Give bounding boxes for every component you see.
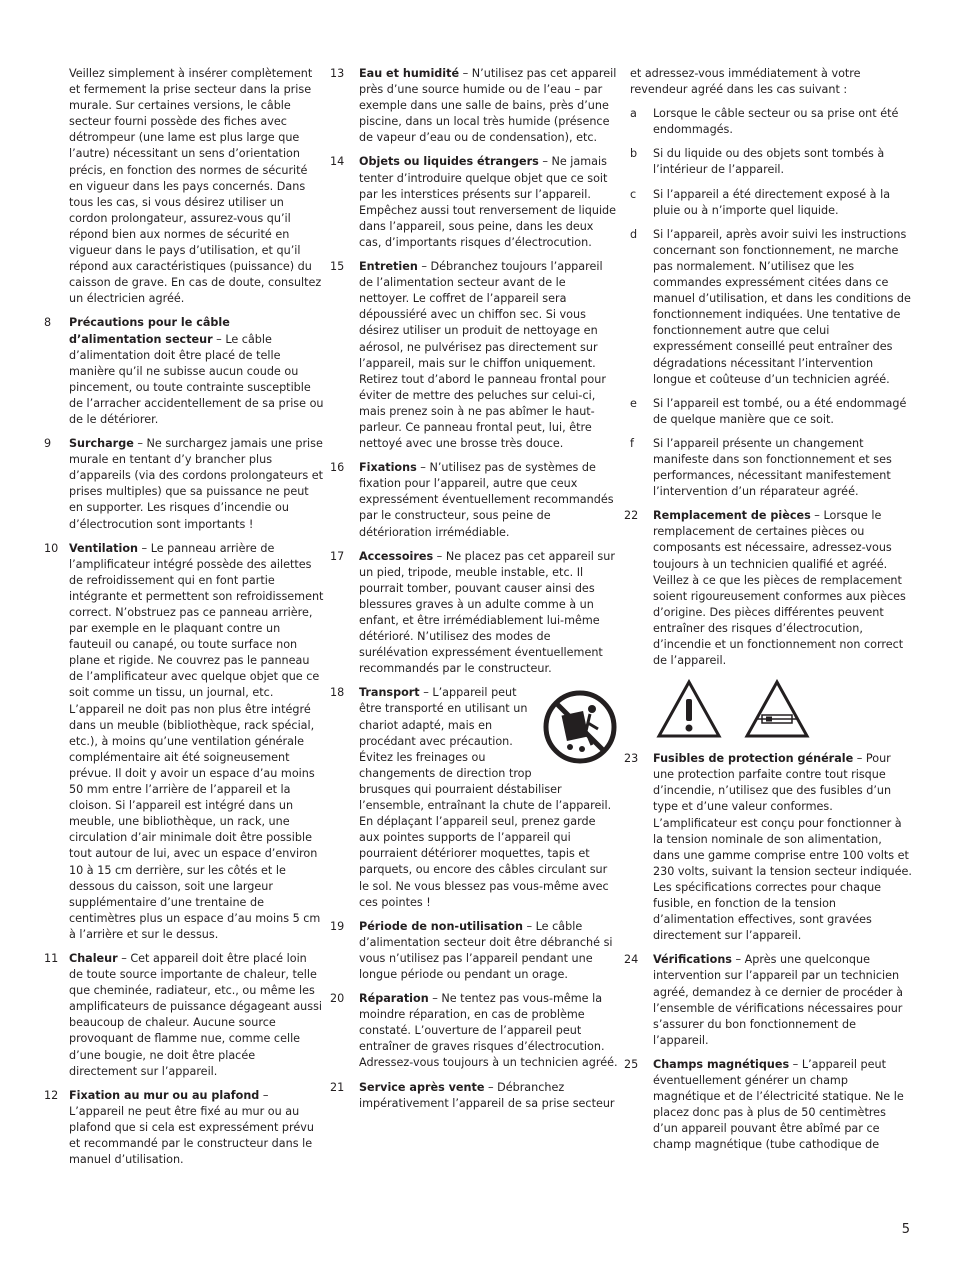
item-number: 8	[44, 316, 52, 330]
sub-item-letter: a	[630, 107, 637, 121]
item-number: 15	[330, 260, 345, 274]
safety-item-13	[330, 66, 618, 146]
item-number: 21	[330, 1080, 345, 1094]
item-number: 11	[44, 951, 59, 965]
item-number: 19	[330, 919, 345, 933]
item-text: – Le câble d’alimentation doit être placé de telle manière qu’il ne subisse aucun coude ou pincement, ou toute contrainte susceptible de l’arracher accidentellement de sa prise ou de le détériorer.	[69, 332, 324, 426]
safety-item-21	[330, 1080, 618, 1112]
item-heading: Champs magnétiques	[653, 1057, 790, 1071]
sub-item-text: Si l’appareil a été directement exposé à la pluie ou à n’importe quel liquide.	[653, 187, 891, 217]
safety-item-24	[624, 952, 912, 1049]
safety-item-10	[40, 541, 324, 943]
item-heading: Vérifications	[653, 953, 732, 967]
sub-item-text: Si l’appareil présente un changement manifeste dans son fonctionnement et ses performances, nécessitant manifestement l’intervention d’un réparateur agréé.	[653, 436, 892, 499]
safety-item-23	[624, 751, 912, 944]
item-heading: Fusibles de protection générale	[653, 752, 854, 766]
item-heading: Chaleur	[69, 951, 118, 965]
item-text: – Ne surchargez jamais une prise murale en tentant d’y brancher plus d’appareils (via des cordons prolongateurs et prises multiples) que sa puissance ne peut en supporter. Les risques d’incendie ou d’électrocution sont importants !	[69, 437, 324, 531]
sub-item-b	[624, 146, 912, 178]
item-text: – N’utilisez pas cet appareil près d’une source humide ou de l’eau – par exemple dans une salle de bains, près d’une piscine, dans un local très humide (présence de vapeur d’eau ou de condensation), etc.	[359, 67, 617, 145]
safety-item-17	[330, 549, 618, 678]
item-number: 22	[624, 509, 639, 523]
item-text: – Le panneau arrière de l’amplificateur intégré possède des ailettes de refroidissement qui en font partie intégrante et permettent son refroidissement correct. N’obstruez pas ce panneau arrière, par exemple en le plaquant contre un fauteuil ou canapé, ou toute surface non plane et rigide. Ne couvrez pas le panneau de l’amplificateur avec quelque objet que ce soit comme un tissu, un journal, etc. L’appareil ne doit pas non plus être intégré dans un meuble (bibliothèque, rack spécial, etc.), à moins qu’une ventilation générale complémentaire ait été soigneusement prévue. Il doit y avoir un espace d’au moins 50 mm entre l’arrière de l’appareil et la cloison. Si l’appareil est intégré dans un meuble, une bibliothèque, un rack, une circulation d’air minimale doit être possible tout autour de lui, avec un espace d’environ 10 à 15 cm derrière, sur les côtés et le dessous du caisson, soit une largeur supplémentaire d’une trentaine de centimètres plus un espace d’au moins 5 cm à l’arrière et sur le dessus.	[69, 541, 324, 941]
item-text: – Lorsque le remplacement de certaines pièces ou composants est nécessaire, adressez-vous toujours à un technicien qualifié et agréé. Veillez à ce que les pièces de remplacement soient rigoureusement conformes aux pièces d’origine. Des pièces différentes peuvent entraîner des risques d’électrocution, d’incendie et un fonctionnement non correct de l’appareil.	[653, 509, 906, 668]
item-number: 25	[624, 1057, 639, 1071]
safety-item-15	[330, 259, 618, 452]
item-text: – Ne placez pas cet appareil sur un pied, tripode, meuble instable, etc. Il pourrait tomber, pouvant causer ainsi des blessures graves à un adulte comme à un enfant, et être irrémédiablement lui-même détérioré. N’utilisez des modes de surélévation expressément éventuellement recommandés par le constructeur.	[359, 549, 615, 676]
item-heading: Accessoires	[359, 549, 434, 563]
item-number: 20	[330, 992, 345, 1006]
sub-item-text: Si du liquide ou des objets sont tombés à l’intérieur de l’appareil.	[653, 147, 885, 177]
safety-item-18	[330, 685, 618, 910]
item-heading: Objets ou liquides étrangers	[359, 155, 539, 169]
item-heading: Précautions pour le câble d’alimentation secteur	[69, 316, 230, 346]
safety-item-9	[40, 436, 324, 533]
item-heading: Réparation	[359, 992, 429, 1006]
item-number: 18	[330, 686, 345, 700]
column-3	[624, 66, 912, 1161]
item-heading: Fixations	[359, 461, 417, 475]
safety-item-11	[40, 951, 324, 1080]
warning-symbols	[624, 679, 912, 739]
safety-item-22	[624, 508, 912, 669]
page-number: 5	[901, 1222, 910, 1237]
safety-item-16	[330, 460, 618, 540]
sub-item-letter: c	[630, 187, 637, 201]
item-number: 24	[624, 953, 639, 967]
sub-item-letter: b	[630, 147, 638, 161]
column-1	[40, 66, 324, 1176]
item-text: – L’appareil peut éventuellement générer un champ magnétique et de l’électricité statique. Ne le placez donc pas à plus de 50 centimètres d’un appareil pouvant être abîmé par ce champ magnétique (tube cathodique de	[653, 1057, 904, 1152]
item-heading: Fixation au mur ou au plafond	[69, 1088, 260, 1102]
item-text: – Pour une protection parfaite contre tout risque d’incendie, n’utilisez que des fusibles d’un type et d’une valeur conformes. L’amplificateur est conçu pour fonctionner à la tension nominale de son alimentation, dans une gamme comprise entre 100 volts et 230 volts, suivant la tension secteur indiquée. Les spécifications correctes pour chaque fusible, en fonction de la tension d’alimentation effectives, sont gravées directement sur l’appareil.	[653, 752, 912, 943]
item-number: 9	[44, 437, 52, 451]
item-text: – Cet appareil doit être placé loin de toute source importante de chaleur, telle que cheminée, radiateur, etc., ou même les amplificateurs de puissance dégageant aussi beaucoup de chaleur. Aucune source provoquant de flamme nue, comme celle d’une bougie, ne doit être placée directement sur l’appareil.	[69, 951, 323, 1078]
safety-item-19	[330, 919, 618, 983]
sub-item-d	[624, 227, 912, 388]
item-number: 17	[330, 549, 345, 563]
sub-item-f	[624, 436, 912, 500]
item-heading: Période de non-utilisation	[359, 919, 523, 933]
sub-item-a	[624, 106, 912, 138]
fuse-warning-icon	[744, 679, 810, 739]
sub-item-c	[624, 187, 912, 219]
item-heading: Eau et humidité	[359, 67, 460, 80]
item-heading: Entretien	[359, 260, 418, 274]
continued-paragraph: et adressez-vous immédiatement à votre revendeur agréé dans les cas suivant :	[630, 67, 861, 97]
cart-tip-over-warning-icon	[542, 687, 618, 767]
safety-item-20	[330, 991, 618, 1071]
safety-item-12	[40, 1088, 324, 1168]
sub-item-text: Si l’appareil est tombé, ou a été endommagé de quelque manière que ce soit.	[653, 396, 907, 426]
item-number: 16	[330, 461, 345, 475]
item-text: – Débranchez impérativement l’appareil de sa prise secteur	[359, 1080, 615, 1110]
sub-item-letter: e	[630, 396, 637, 410]
item-heading: Transport	[359, 686, 420, 700]
item-text: – Ne tentez pas vous-même la moindre réparation, en cas de problème constaté. L’ouverture de l’appareil peut entraîner de graves risques d’électrocution. Adressez-vous toujours à un technicien agréé.	[359, 992, 618, 1070]
safety-item-8	[40, 315, 324, 428]
sub-item-text: Lorsque le câble secteur ou sa prise ont été endommagés.	[653, 107, 899, 137]
column-2	[330, 66, 618, 1120]
item-text: – L’appareil peut être transporté en utilisant un chariot adapté, mais en procédant avec précaution. Évitez les freinages ou changements de direction trop brusques qui pourraient déstabiliser l’ensemble, entraînant la chute de l’appareil. En déplaçant l’appareil seul, prenez garde aux pointes supports de l’appareil qui pourraient détériorer moquettes, tapis et parquets, ou encore des câbles circulant sur le sol. Ne vous blessez pas vous-même avec ces pointes !	[359, 686, 612, 909]
item-heading: Remplacement de pièces	[653, 509, 811, 523]
item-heading: Service après vente	[359, 1080, 485, 1094]
item-heading: Ventilation	[69, 541, 138, 555]
safety-item-25	[624, 1057, 912, 1154]
item-number: 10	[44, 541, 59, 555]
item-text: – L’appareil ne peut être fixé au mur ou au plafond que si cela est expressément prévu et recommandé par le constructeur dans le manuel d’utilisation.	[69, 1088, 314, 1167]
item-number: 13	[330, 67, 345, 80]
item-text: – N’utilisez pas de systèmes de fixation pour l’appareil, autre que ceux expressément éventuellement recommandés par le constructeur, sous peine de détérioration irrémédiable.	[359, 461, 614, 539]
item-text: – Après une quelconque intervention sur l’appareil par un technicien agréé, demandez à ce dernier de procéder à l’ensemble de vérifications nécessaires pour s’assurer du bon fonctionnement de l’appareil.	[653, 953, 903, 1047]
item-number: 14	[330, 155, 345, 169]
item-text: – Débranchez toujours l’appareil de l’alimentation secteur avant de le nettoyer. Le coffret de l’appareil sera dépoussiéré avec un chiffon sec. Si vous désirez utiliser un produit de nettoyage en aérosol, ne pulvérisez pas directement sur l’appareil, mais sur le chiffon uniquement. Retirez tout d’abord le panneau frontal pour éviter de mettre des peluches sur celui-ci, mais prenez soin à ne pas abîmer le haut-parleur. Ce panneau frontal peut, lui, être nettoyé avec une brosse très douce.	[359, 260, 606, 451]
item-text: – Le câble d’alimentation secteur doit être débranché si vous n’utilisez pas l’appareil pendant une longue période ou pendant un orage.	[359, 919, 613, 981]
exclamation-warning-icon	[656, 679, 722, 739]
item-number: 12	[44, 1088, 59, 1102]
sub-item-e	[624, 396, 912, 428]
safety-item-14	[330, 154, 618, 251]
sub-item-letter: f	[630, 436, 634, 450]
item-heading: Surcharge	[69, 437, 134, 451]
item-text: – Ne jamais tenter d’introduire quelque objet que ce soit par les interstices présents sur l’appareil. Empêchez aussi tout renversement de liquide dans l’appareil, sous peine, dans les deux cas, d’importants risques d’électrocution.	[359, 155, 617, 249]
intro-paragraph: Veillez simplement à insérer complètement et fermement la prise secteur dans la prise murale. Sur certaines versions, le câble secteur fourni possède des fiches avec détrompeur (une lame est plus large que l’autre) nécessitant un sens d’orientation précis, en fonction des normes de sécurité en vigueur dans les pays concernés. Dans tous les cas, si vous désirez utiliser un cordon prolongateur, assurez-vous qu’il répond bien aux normes de sécurité en vigueur dans le pays d’utilisation, et qu’il répond aux caractéristiques (puissance) du caisson de grave. En cas de doute, consultez un électricien agréé.	[69, 67, 322, 306]
item-number: 23	[624, 752, 639, 766]
sub-item-text: Si l’appareil, après avoir suivi les instructions concernant son fonctionnement, ne marche pas normalement. N’utilisez que les commandes expressément citées dans ce manuel d’utilisation, et dans les conditions de fonctionnement indiquées. Une tentative de fonctionnement autre que celui expressément conseillé peut entraîner des dégradations nécessitant l’intervention longue et coûteuse d’un technicien agréé.	[653, 227, 911, 386]
sub-item-letter: d	[630, 227, 638, 241]
